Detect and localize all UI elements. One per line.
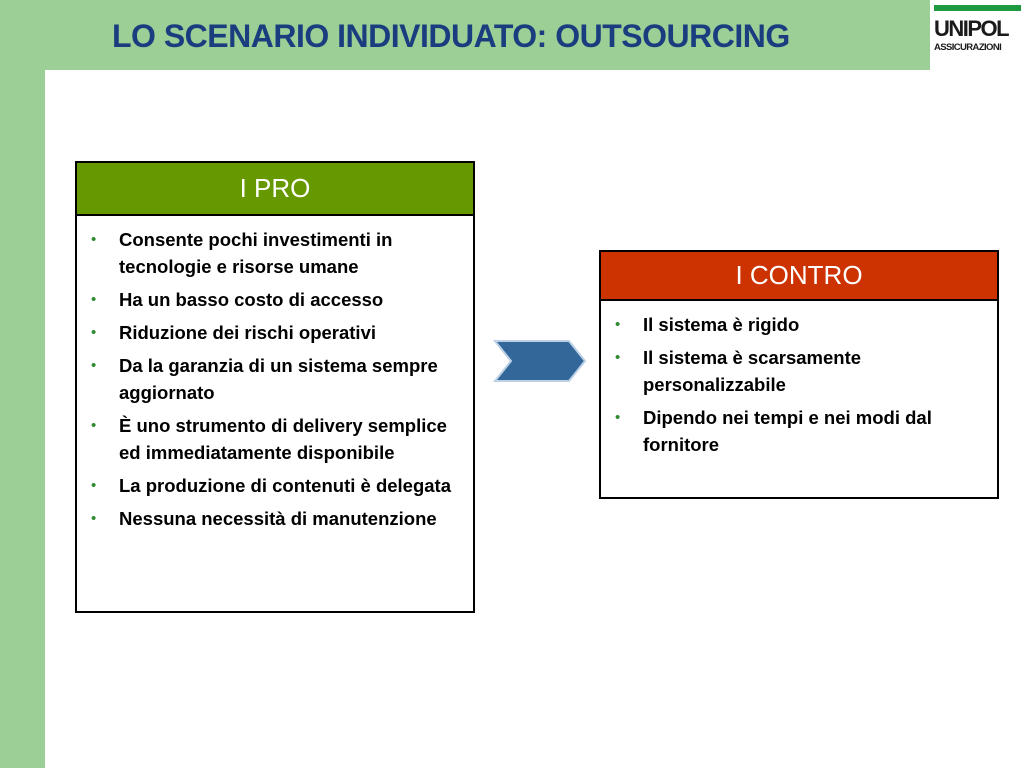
list-item [91, 505, 459, 532]
list-item [615, 404, 983, 458]
pro-list [77, 216, 473, 532]
pro-item-text: Ha un basso costo di accesso [119, 289, 384, 310]
bullet-icon: • [615, 349, 621, 366]
pro-item-text: Da la garanzia di un sistema sempre aggiornato [119, 355, 438, 403]
bullet-icon: • [615, 316, 621, 333]
bullet-icon: • [91, 417, 97, 434]
logo-green-bar [934, 5, 1021, 11]
contro-item-text: Dipendo nei tempi e nei modi dal fornitore [643, 407, 932, 455]
list-item [91, 412, 459, 466]
pro-item-text: La produzione di contenuti è delegata [119, 475, 451, 496]
bullet-icon: • [91, 477, 97, 494]
list-item [615, 344, 983, 398]
list-item [91, 226, 459, 280]
bullet-icon: • [91, 324, 97, 341]
pro-box [75, 161, 475, 613]
bullet-icon: • [91, 231, 97, 248]
contro-list [601, 301, 997, 458]
bullet-icon: • [91, 510, 97, 527]
list-item [91, 286, 459, 313]
pro-item-text: Riduzione dei rischi operativi [119, 322, 376, 343]
unipol-logo [931, 0, 1024, 70]
pro-item-text: Nessuna necessità di manutenzione [119, 508, 437, 529]
logo-subtitle: ASSICURAZIONI [934, 42, 1002, 53]
contro-item-text: Il sistema è rigido [643, 314, 800, 335]
pro-item-text: Consente pochi investimenti in tecnologie e risorse umane [119, 229, 393, 277]
pro-item-text: È uno strumento di delivery semplice ed immediatamente disponibile [119, 415, 447, 463]
list-item [91, 352, 459, 406]
contro-box [599, 250, 999, 499]
logo-name: UNIPOL [934, 16, 1009, 41]
bullet-icon: • [615, 409, 621, 426]
pro-header: I PRO [77, 163, 473, 216]
contro-header: I CONTRO [601, 252, 997, 301]
list-item [91, 472, 459, 499]
slide-title: LO SCENARIO INDIVIDUATO: OUTSOURCING [112, 18, 790, 54]
bullet-icon: • [91, 291, 97, 308]
bullet-icon: • [91, 357, 97, 374]
list-item [615, 311, 983, 338]
list-item [91, 319, 459, 346]
left-band [0, 0, 45, 768]
contro-item-text: Il sistema è scarsamente personalizzabile [643, 347, 862, 395]
band-corner-curve [45, 70, 90, 102]
chevron-right-arrow-icon [493, 339, 587, 383]
